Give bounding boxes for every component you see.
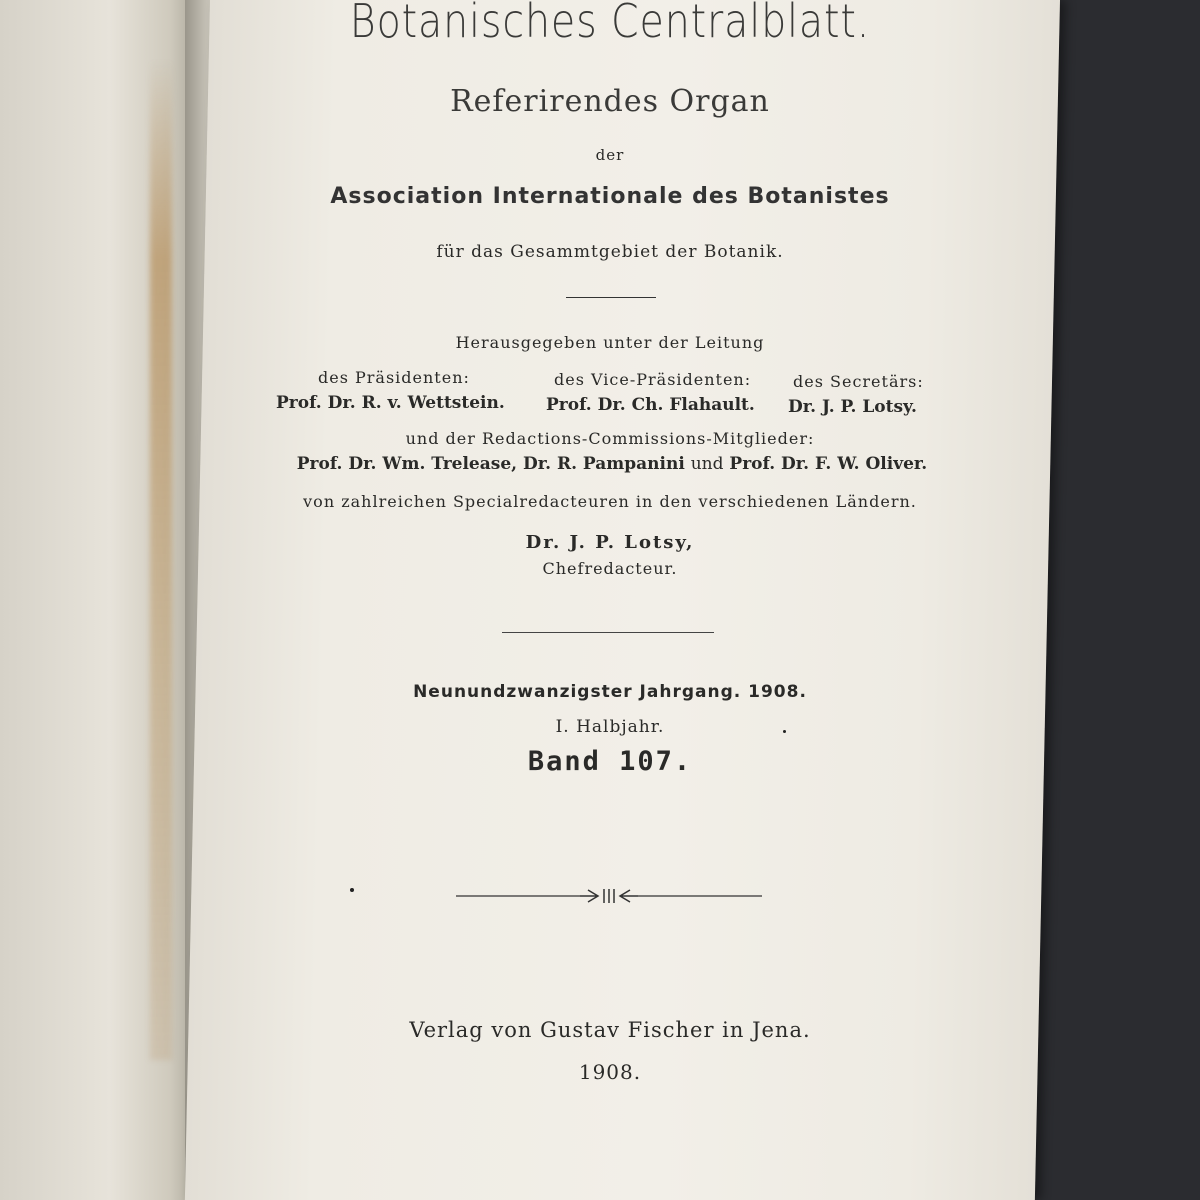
divider-short — [566, 297, 656, 298]
publication-year: 1908. — [578, 1060, 642, 1084]
ornament-divider-icon — [456, 884, 762, 908]
journal-title: Botanisches Centralblatt. — [349, 0, 871, 48]
association-name: Association Internationale des Botanistes — [330, 184, 890, 209]
edited-by-line: Herausgegeben unter der Leitung — [455, 333, 765, 352]
subtitle: Referirendes Organ — [450, 84, 770, 119]
scope-line: für das Gesammtgebiet der Botanik. — [436, 242, 784, 262]
special-editors-line: von zahlreichen Specialredacteuren in den verschiedenen Ländern. — [303, 492, 917, 511]
commission-members — [262, 454, 962, 474]
der-line: der — [595, 146, 625, 164]
members-und: und — [690, 454, 724, 474]
half-year: I. Halbjahr. — [555, 717, 665, 737]
members-part2: Prof. Dr. F. W. Oliver. — [729, 454, 928, 474]
president-name: Prof. Dr. R. v. Wettstein. — [276, 393, 505, 413]
band-number: Band 107. — [527, 746, 693, 777]
ink-speck — [350, 888, 354, 892]
redaction-line: und der Redactions-Commissions-Mitglieder: — [405, 429, 815, 448]
vice-president-label: des Vice-Präsidenten: — [554, 370, 752, 389]
president-label: des Präsidenten: — [318, 368, 470, 387]
secretary-name: Dr. J. P. Lotsy. — [788, 397, 917, 417]
ink-speck — [783, 730, 786, 733]
divider-middle — [502, 632, 714, 633]
secretary-label: des Secretärs: — [793, 372, 924, 391]
chief-editor-name: Dr. J. P. Lotsy, — [525, 532, 695, 553]
publisher-line: Verlag von Gustav Fischer in Jena. — [409, 1018, 811, 1042]
volume-year: Neunundzwanzigster Jahrgang. 1908. — [413, 682, 807, 702]
chief-editor-title: Chefredacteur. — [542, 559, 678, 578]
vice-president-name: Prof. Dr. Ch. Flahault. — [546, 395, 755, 415]
members-part1: Prof. Dr. Wm. Trelease, Dr. R. Pampanini — [296, 454, 685, 474]
